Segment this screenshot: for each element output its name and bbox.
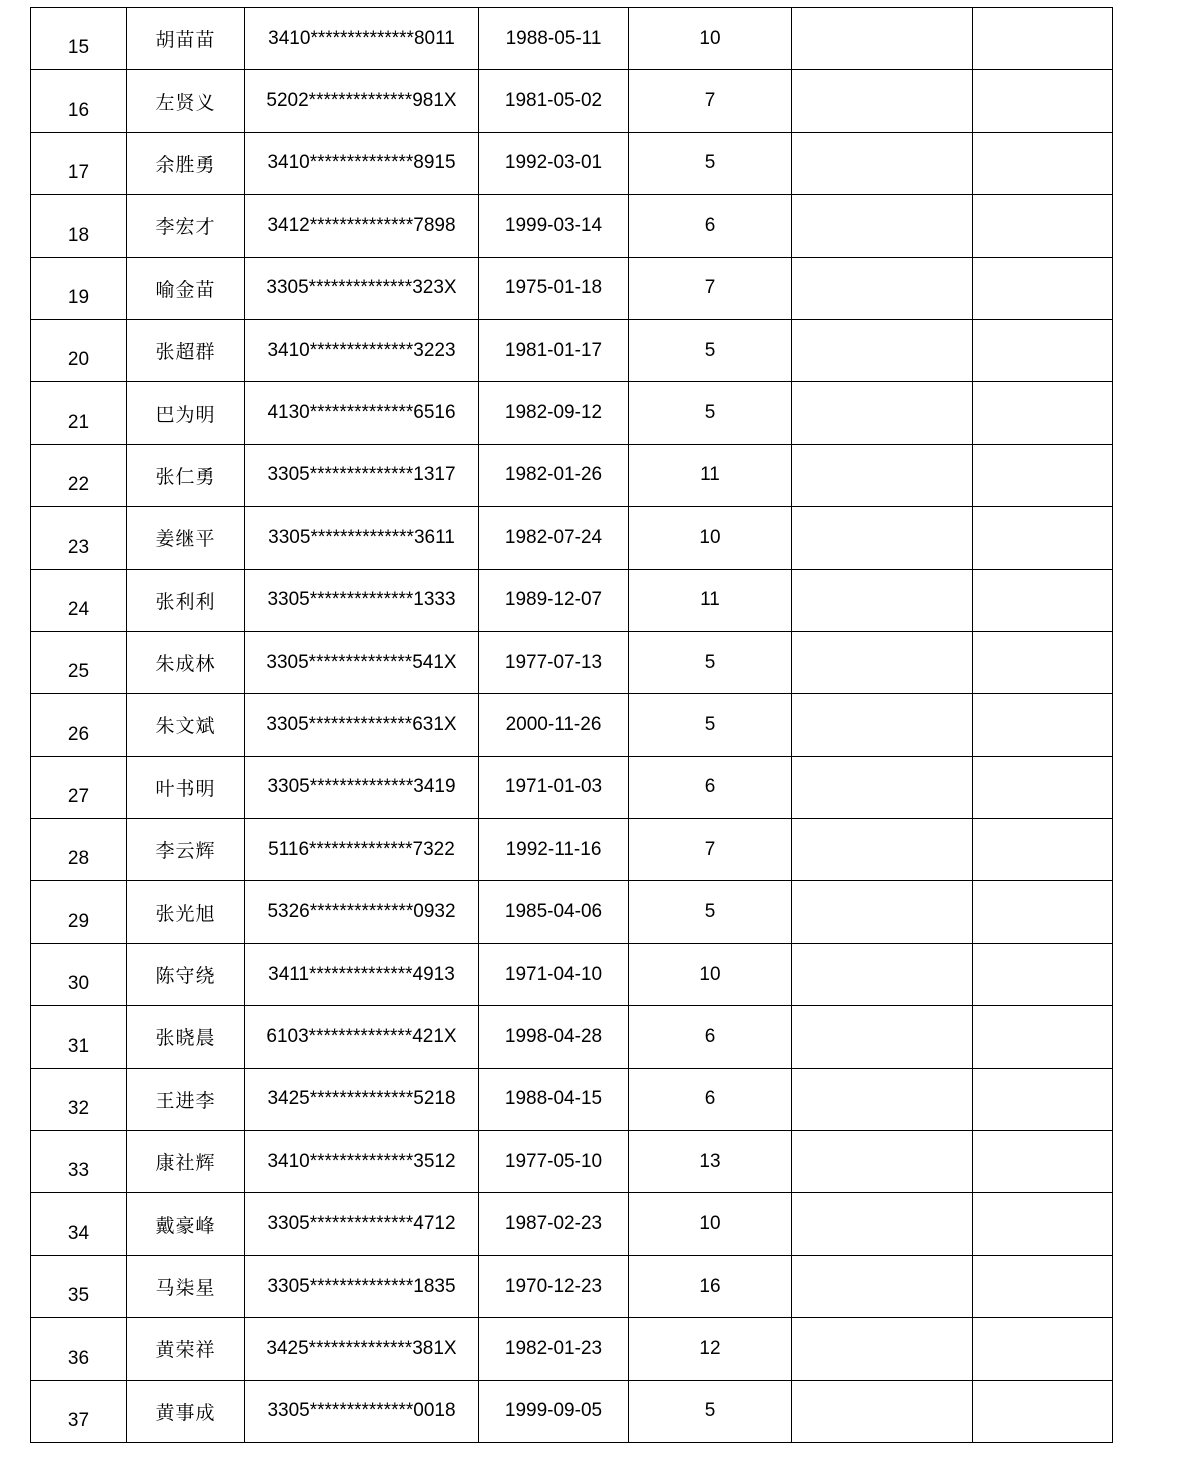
row-number-cell: 36 xyxy=(31,1318,127,1380)
blank-cell xyxy=(792,195,973,257)
table-row xyxy=(31,1318,1113,1380)
row-number-cell: 21 xyxy=(31,382,127,444)
row-number-cell: 25 xyxy=(31,631,127,693)
name-cell: 黄事成 xyxy=(127,1380,245,1442)
id-number-cell: 3305**************323X xyxy=(245,257,479,319)
birth-date-cell: 1982-07-24 xyxy=(479,507,629,569)
blank-cell xyxy=(973,1068,1113,1130)
birth-date-cell: 2000-11-26 xyxy=(479,694,629,756)
name-cell: 李宏才 xyxy=(127,195,245,257)
name-cell: 戴豪峰 xyxy=(127,1193,245,1255)
row-number-cell: 29 xyxy=(31,881,127,943)
value-cell: 5 xyxy=(629,132,792,194)
row-number-cell: 18 xyxy=(31,195,127,257)
name-cell: 张利利 xyxy=(127,569,245,631)
birth-date-cell: 1977-05-10 xyxy=(479,1131,629,1193)
row-number-cell: 17 xyxy=(31,132,127,194)
blank-cell xyxy=(792,70,973,132)
value-cell: 16 xyxy=(629,1255,792,1317)
table-row xyxy=(31,8,1113,70)
table-row xyxy=(31,1006,1113,1068)
table-row xyxy=(31,132,1113,194)
id-number-cell: 3425**************5218 xyxy=(245,1068,479,1130)
birth-date-cell: 1999-03-14 xyxy=(479,195,629,257)
blank-cell xyxy=(973,257,1113,319)
value-cell: 6 xyxy=(629,1006,792,1068)
blank-cell xyxy=(973,1193,1113,1255)
value-cell: 10 xyxy=(629,943,792,1005)
row-number-cell: 22 xyxy=(31,444,127,506)
id-number-cell: 3410**************8915 xyxy=(245,132,479,194)
blank-cell xyxy=(792,319,973,381)
birth-date-cell: 1992-11-16 xyxy=(479,819,629,881)
value-cell: 7 xyxy=(629,819,792,881)
row-number-cell: 20 xyxy=(31,319,127,381)
row-number-cell: 15 xyxy=(31,8,127,70)
blank-cell xyxy=(792,8,973,70)
blank-cell xyxy=(792,257,973,319)
value-cell: 10 xyxy=(629,507,792,569)
name-cell: 左贤义 xyxy=(127,70,245,132)
table-row xyxy=(31,257,1113,319)
id-number-cell: 6103**************421X xyxy=(245,1006,479,1068)
blank-cell xyxy=(792,1068,973,1130)
roster-table xyxy=(30,7,1113,1443)
row-number-cell: 37 xyxy=(31,1380,127,1442)
birth-date-cell: 1981-05-02 xyxy=(479,70,629,132)
table-row xyxy=(31,1131,1113,1193)
value-cell: 10 xyxy=(629,8,792,70)
blank-cell xyxy=(973,1131,1113,1193)
value-cell: 7 xyxy=(629,257,792,319)
table-row xyxy=(31,1193,1113,1255)
table-row xyxy=(31,881,1113,943)
birth-date-cell: 1982-09-12 xyxy=(479,382,629,444)
id-number-cell: 3411**************4913 xyxy=(245,943,479,1005)
value-cell: 5 xyxy=(629,319,792,381)
table-row xyxy=(31,70,1113,132)
name-cell: 陈守绕 xyxy=(127,943,245,1005)
row-number-cell: 30 xyxy=(31,943,127,1005)
name-cell: 张仁勇 xyxy=(127,444,245,506)
birth-date-cell: 1971-01-03 xyxy=(479,756,629,818)
blank-cell xyxy=(792,694,973,756)
value-cell: 5 xyxy=(629,694,792,756)
table-row xyxy=(31,756,1113,818)
table-row xyxy=(31,819,1113,881)
name-cell: 叶书明 xyxy=(127,756,245,818)
blank-cell xyxy=(973,8,1113,70)
birth-date-cell: 1985-04-06 xyxy=(479,881,629,943)
table-row xyxy=(31,1068,1113,1130)
name-cell: 余胜勇 xyxy=(127,132,245,194)
blank-cell xyxy=(973,1318,1113,1380)
birth-date-cell: 1989-12-07 xyxy=(479,569,629,631)
table-row xyxy=(31,319,1113,381)
row-number-cell: 32 xyxy=(31,1068,127,1130)
name-cell: 张超群 xyxy=(127,319,245,381)
table-row xyxy=(31,631,1113,693)
blank-cell xyxy=(973,819,1113,881)
row-number-cell: 34 xyxy=(31,1193,127,1255)
id-number-cell: 3305**************1835 xyxy=(245,1255,479,1317)
birth-date-cell: 1982-01-26 xyxy=(479,444,629,506)
value-cell: 6 xyxy=(629,195,792,257)
name-cell: 喻金苗 xyxy=(127,257,245,319)
table-row xyxy=(31,195,1113,257)
blank-cell xyxy=(792,943,973,1005)
blank-cell xyxy=(973,756,1113,818)
name-cell: 朱成林 xyxy=(127,631,245,693)
id-number-cell: 3305**************3419 xyxy=(245,756,479,818)
name-cell: 胡苗苗 xyxy=(127,8,245,70)
birth-date-cell: 1992-03-01 xyxy=(479,132,629,194)
name-cell: 王进李 xyxy=(127,1068,245,1130)
id-number-cell: 3305**************541X xyxy=(245,631,479,693)
value-cell: 10 xyxy=(629,1193,792,1255)
blank-cell xyxy=(792,1318,973,1380)
blank-cell xyxy=(792,132,973,194)
row-number-cell: 35 xyxy=(31,1255,127,1317)
row-number-cell: 27 xyxy=(31,756,127,818)
table-row xyxy=(31,507,1113,569)
blank-cell xyxy=(792,631,973,693)
name-cell: 朱文斌 xyxy=(127,694,245,756)
blank-cell xyxy=(792,382,973,444)
table-row xyxy=(31,382,1113,444)
id-number-cell: 3410**************8011 xyxy=(245,8,479,70)
id-number-cell: 3305**************1333 xyxy=(245,569,479,631)
birth-date-cell: 1971-04-10 xyxy=(479,943,629,1005)
id-number-cell: 3410**************3223 xyxy=(245,319,479,381)
blank-cell xyxy=(973,319,1113,381)
blank-cell xyxy=(973,195,1113,257)
value-cell: 5 xyxy=(629,382,792,444)
id-number-cell: 3305**************631X xyxy=(245,694,479,756)
blank-cell xyxy=(792,1131,973,1193)
id-number-cell: 5116**************7322 xyxy=(245,819,479,881)
birth-date-cell: 1988-05-11 xyxy=(479,8,629,70)
birth-date-cell: 1998-04-28 xyxy=(479,1006,629,1068)
blank-cell xyxy=(973,943,1113,1005)
blank-cell xyxy=(973,507,1113,569)
name-cell: 马柒星 xyxy=(127,1255,245,1317)
row-number-cell: 26 xyxy=(31,694,127,756)
table-row xyxy=(31,444,1113,506)
name-cell: 黄荣祥 xyxy=(127,1318,245,1380)
table-row xyxy=(31,694,1113,756)
birth-date-cell: 1982-01-23 xyxy=(479,1318,629,1380)
row-number-cell: 23 xyxy=(31,507,127,569)
blank-cell xyxy=(792,819,973,881)
blank-cell xyxy=(792,444,973,506)
id-number-cell: 3425**************381X xyxy=(245,1318,479,1380)
blank-cell xyxy=(792,1006,973,1068)
birth-date-cell: 1977-07-13 xyxy=(479,631,629,693)
value-cell: 5 xyxy=(629,631,792,693)
id-number-cell: 3305**************4712 xyxy=(245,1193,479,1255)
blank-cell xyxy=(973,1380,1113,1442)
birth-date-cell: 1970-12-23 xyxy=(479,1255,629,1317)
name-cell: 李云辉 xyxy=(127,819,245,881)
blank-cell xyxy=(973,382,1113,444)
name-cell: 张晓晨 xyxy=(127,1006,245,1068)
id-number-cell: 3305**************1317 xyxy=(245,444,479,506)
blank-cell xyxy=(973,70,1113,132)
value-cell: 11 xyxy=(629,444,792,506)
blank-cell xyxy=(973,569,1113,631)
blank-cell xyxy=(792,1380,973,1442)
id-number-cell: 3410**************3512 xyxy=(245,1131,479,1193)
row-number-cell: 31 xyxy=(31,1006,127,1068)
blank-cell xyxy=(973,631,1113,693)
id-number-cell: 3412**************7898 xyxy=(245,195,479,257)
birth-date-cell: 1981-01-17 xyxy=(479,319,629,381)
id-number-cell: 3305**************0018 xyxy=(245,1380,479,1442)
blank-cell xyxy=(792,507,973,569)
row-number-cell: 33 xyxy=(31,1131,127,1193)
value-cell: 5 xyxy=(629,881,792,943)
blank-cell xyxy=(973,444,1113,506)
name-cell: 张光旭 xyxy=(127,881,245,943)
id-number-cell: 5202**************981X xyxy=(245,70,479,132)
table-row xyxy=(31,1255,1113,1317)
row-number-cell: 16 xyxy=(31,70,127,132)
value-cell: 13 xyxy=(629,1131,792,1193)
blank-cell xyxy=(973,694,1113,756)
id-number-cell: 4130**************6516 xyxy=(245,382,479,444)
row-number-cell: 24 xyxy=(31,569,127,631)
id-number-cell: 5326**************0932 xyxy=(245,881,479,943)
birth-date-cell: 1975-01-18 xyxy=(479,257,629,319)
table-row xyxy=(31,569,1113,631)
name-cell: 巴为明 xyxy=(127,382,245,444)
table-row xyxy=(31,943,1113,1005)
value-cell: 5 xyxy=(629,1380,792,1442)
row-number-cell: 19 xyxy=(31,257,127,319)
row-number-cell: 28 xyxy=(31,819,127,881)
blank-cell xyxy=(792,1193,973,1255)
blank-cell xyxy=(973,1006,1113,1068)
blank-cell xyxy=(973,1255,1113,1317)
id-number-cell: 3305**************3611 xyxy=(245,507,479,569)
table-row xyxy=(31,1380,1113,1442)
birth-date-cell: 1988-04-15 xyxy=(479,1068,629,1130)
name-cell: 姜继平 xyxy=(127,507,245,569)
value-cell: 6 xyxy=(629,1068,792,1130)
birth-date-cell: 1987-02-23 xyxy=(479,1193,629,1255)
value-cell: 12 xyxy=(629,1318,792,1380)
birth-date-cell: 1999-09-05 xyxy=(479,1380,629,1442)
blank-cell xyxy=(973,881,1113,943)
value-cell: 6 xyxy=(629,756,792,818)
roster-body xyxy=(31,8,1113,1443)
name-cell: 康社辉 xyxy=(127,1131,245,1193)
blank-cell xyxy=(792,569,973,631)
value-cell: 7 xyxy=(629,70,792,132)
blank-cell xyxy=(792,881,973,943)
value-cell: 11 xyxy=(629,569,792,631)
blank-cell xyxy=(792,1255,973,1317)
blank-cell xyxy=(973,132,1113,194)
blank-cell xyxy=(792,756,973,818)
